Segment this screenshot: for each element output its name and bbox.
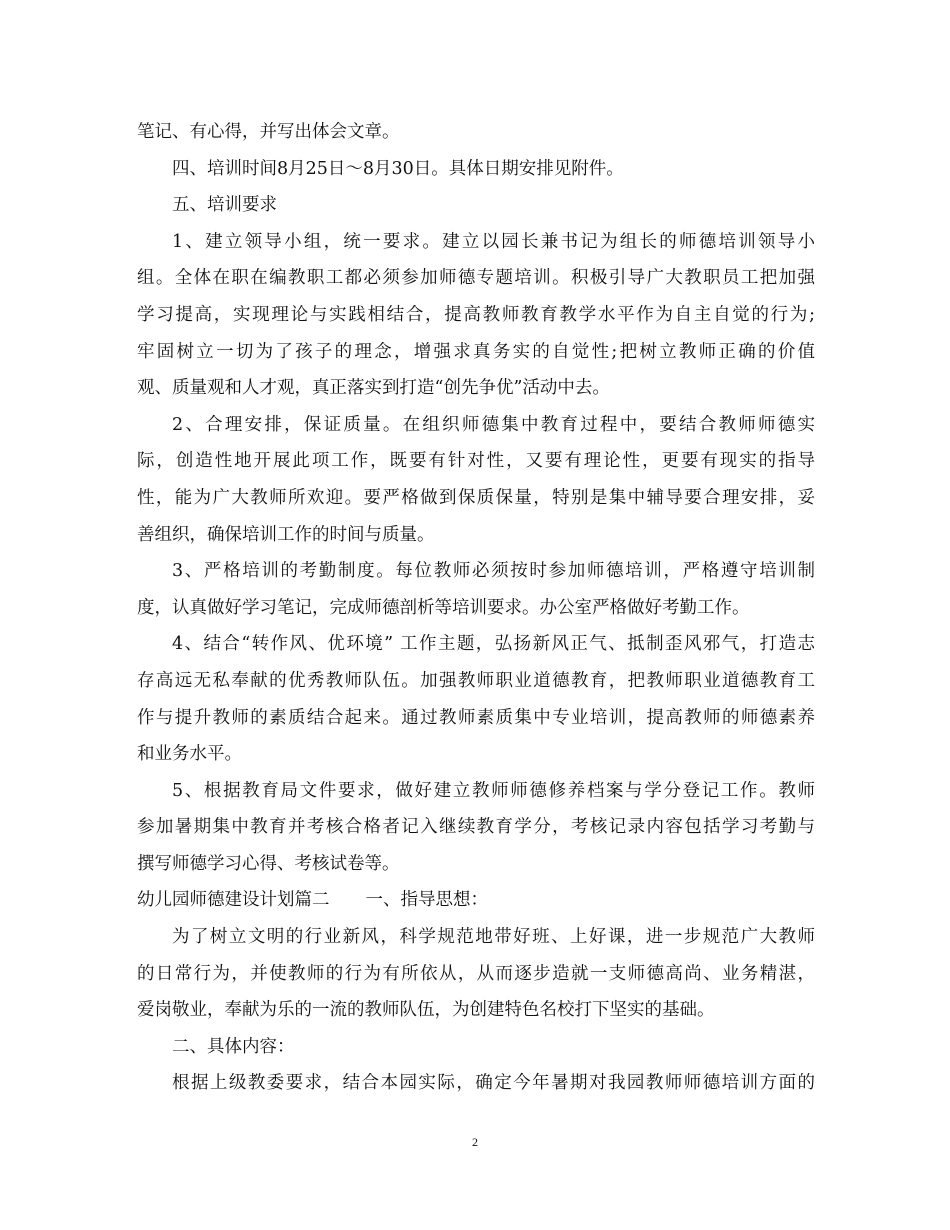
paragraph-line: 度，认真做好学习笔记，完成师德剖析等培训要求。办公室严格做好考勤工作。 xyxy=(137,597,750,618)
paragraph-line: 的日常行为，并使教师的行为有所依从，从而逐步造就一支师德高尚、业务精湛， xyxy=(137,963,815,984)
paragraph-line: 组。全体在职在编教职工都必须参加师德专题培训。积极引导广大教职员工把加强 xyxy=(137,268,815,289)
paragraph-line: 5、根据教育局文件要求，做好建立教师师德修养档案与学分登记工作。教师 xyxy=(172,780,815,801)
paragraph-line: 爱岗敬业，奉献为乐的一流的教师队伍，为创建特色名校打下坚实的基础。 xyxy=(137,1000,715,1021)
paragraph-line: 根据上级教委要求，结合本园实际，确定今年暑期对我园教师师德培训方面的 xyxy=(172,1073,815,1094)
section-heading: 二、具体内容： xyxy=(172,1036,295,1057)
paragraph-line: 3、严格培训的考勤制度。每位教师必须按时参加师德培训，严格遵守培训制 xyxy=(172,561,815,582)
paragraph-line: 性，能为广大教师所欢迎。要严格做到保质保量，特别是集中辅导要合理安排，妥 xyxy=(137,487,815,508)
paragraph-line: 参加暑期集中教育并考核合格者记入继续教育学分，考核记录内容包括学习考勤与 xyxy=(137,817,815,838)
paragraph-line: 和业务水平。 xyxy=(137,744,242,765)
paragraph-line: 2、合理安排，保证质量。在组织师德集中教育过程中，要结合教师师德实 xyxy=(172,414,815,435)
paragraph-line: 牢固树立一切为了孩子的理念，增强求真务实的自觉性;把树立教师正确的价值 xyxy=(137,341,815,362)
paragraph-line: 撰写师德学习心得、考核试卷等。 xyxy=(137,853,400,874)
paragraph-line: 1、建立领导小组，统一要求。建立以园长兼书记为组长的师德培训领导小 xyxy=(172,231,815,252)
page-number: 2 xyxy=(472,1135,478,1149)
paragraph-line: 存高远无私奉献的优秀教师队伍。加强教师职业道德教育，把教师职业道德教育工 xyxy=(137,670,815,691)
paragraph-line: 作与提升教师的素质结合起来。通过教师素质集中专业培训，提高教师的师德素养 xyxy=(137,707,815,728)
text-line: 四、培训时间8月25日～8月30日。具体日期安排见附件。 xyxy=(172,158,624,179)
document-body xyxy=(137,114,815,1102)
paragraph-line: 观、质量观和人才观，真正落实到打造“创先争优”活动中去。 xyxy=(137,378,610,399)
paragraph-line: 善组织，确保培训工作的时间与质量。 xyxy=(137,524,435,545)
paragraph-line: 际，创造性地开展此项工作，既要有针对性，又要有理论性，更要有现实的指导 xyxy=(137,451,815,472)
text-line: 笔记、有心得，并写出体会文章。 xyxy=(137,122,400,142)
paragraph-line: 学习提高，实现理论与实践相结合，提高教师教育教学水平作为自主自觉的行为; xyxy=(137,304,815,325)
paragraph-line: 为了树立文明的行业新风，科学规范地带好班、上好课，进一步规范广大教师 xyxy=(172,927,815,948)
section-heading: 五、培训要求 xyxy=(172,195,277,216)
plan-section-heading: 一、指导思想： xyxy=(365,890,488,911)
paragraph-line: 4、结合“转作风、优环境” 工作主题，弘扬新风正气、抵制歪风邪气，打造志 xyxy=(172,634,815,655)
plan-title: 幼儿园师德建设计划篇二 xyxy=(137,890,330,911)
plan-heading xyxy=(137,882,815,919)
